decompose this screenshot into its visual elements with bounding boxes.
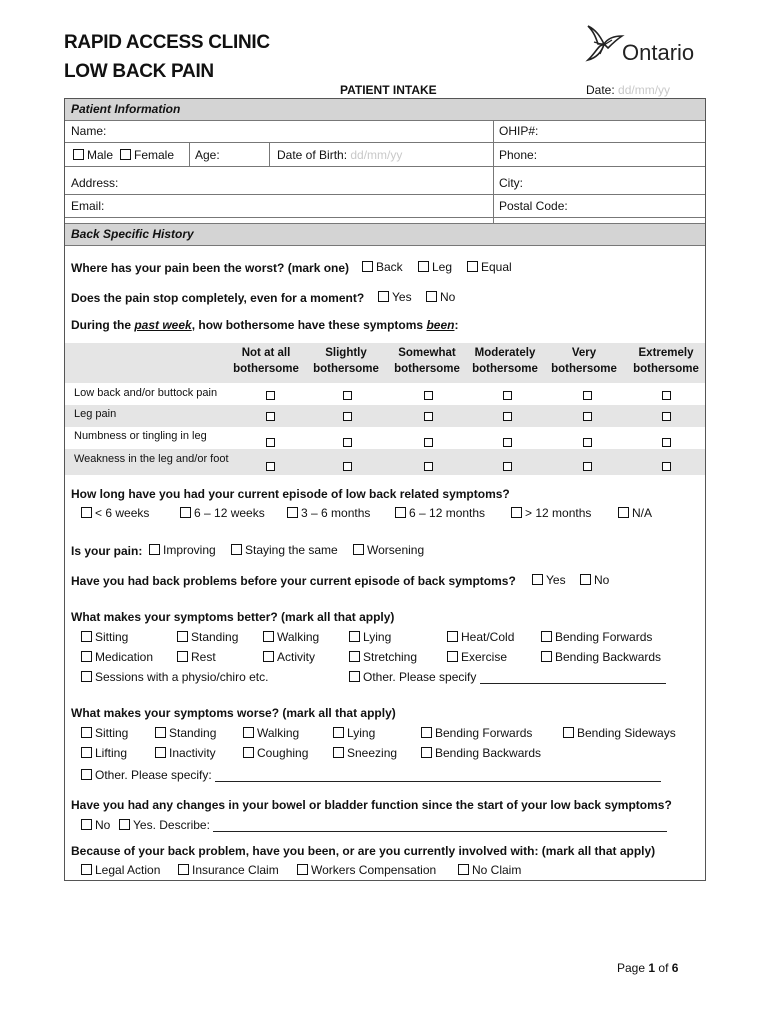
- option-duration[interactable]: 3 – 6 months: [287, 506, 370, 520]
- bothersome-checkbox[interactable]: [583, 412, 592, 421]
- option-better[interactable]: Bending Forwards: [541, 630, 652, 644]
- col-slightly: Slightly bothersome: [313, 347, 379, 375]
- option-bowel-no[interactable]: No: [81, 818, 110, 832]
- address-field[interactable]: Address:: [71, 176, 119, 190]
- grid-row-label: Leg pain: [74, 408, 117, 420]
- bothersome-checkbox[interactable]: [343, 391, 352, 400]
- grid-row-label: Numbness or tingling in leg: [74, 430, 207, 442]
- section-back-history: Back Specific History: [65, 224, 705, 245]
- bothersome-checkbox[interactable]: [503, 391, 512, 400]
- date-field[interactable]: [586, 83, 670, 97]
- question-pain-worst: Where has your pain been the worst? (mark one): [71, 261, 350, 275]
- option-better[interactable]: Sitting: [81, 630, 128, 644]
- col-moderately: Moderately bothersome: [472, 347, 538, 375]
- date-placeholder: dd/mm/yy: [618, 83, 671, 97]
- title-line-1: RAPID ACCESS CLINIC: [64, 32, 270, 53]
- grid-row-band-2: [65, 405, 705, 427]
- option-better[interactable]: Bending Backwards: [541, 650, 661, 664]
- option-worst-leg[interactable]: Leg: [418, 260, 452, 274]
- ohip-field[interactable]: OHIP#:: [499, 124, 539, 138]
- option-staying-same[interactable]: Staying the same: [231, 543, 338, 557]
- option-better[interactable]: Heat/Cold: [447, 630, 514, 644]
- option-better-other[interactable]: Other. Please specify: [349, 670, 666, 684]
- option-prior-no[interactable]: No: [580, 573, 609, 587]
- question-prior-problems: Have you had back problems before your current episode of back symptoms?: [71, 574, 516, 588]
- date-label: Date:: [586, 83, 615, 97]
- option-worse[interactable]: Inactivity: [155, 746, 216, 760]
- bothersome-checkbox[interactable]: [343, 412, 352, 421]
- option-worst-back[interactable]: Back: [362, 260, 403, 274]
- option-worse[interactable]: Sneezing: [333, 746, 397, 760]
- question-bothersome: During the past week, how bothersome have these symptoms been:: [71, 318, 459, 332]
- worse-other-line[interactable]: [215, 770, 661, 782]
- name-field[interactable]: Name:: [71, 124, 107, 138]
- option-stop-no[interactable]: No: [426, 290, 455, 304]
- bothersome-checkbox[interactable]: [424, 412, 433, 421]
- bothersome-checkbox[interactable]: [266, 391, 275, 400]
- bothersome-checkbox[interactable]: [266, 412, 275, 421]
- bothersome-checkbox[interactable]: [343, 438, 352, 447]
- option-better[interactable]: Lying: [349, 630, 391, 644]
- option-legal[interactable]: No Claim: [458, 863, 521, 877]
- bothersome-checkbox[interactable]: [662, 462, 671, 471]
- option-legal[interactable]: Workers Compensation: [297, 863, 436, 877]
- option-better[interactable]: Activity: [263, 650, 315, 664]
- email-field[interactable]: Email:: [71, 199, 105, 213]
- bothersome-checkbox[interactable]: [583, 462, 592, 471]
- option-duration[interactable]: < 6 weeks: [81, 506, 149, 520]
- option-worse[interactable]: Bending Sideways: [563, 726, 676, 740]
- question-better: What makes your symptoms better? (mark all that apply): [71, 610, 395, 624]
- col-somewhat: Somewhat bothersome: [394, 347, 460, 375]
- option-worse[interactable]: Sitting: [81, 726, 128, 740]
- ontario-logo: [582, 24, 712, 68]
- option-worse[interactable]: Standing: [155, 726, 216, 740]
- intake-form: [64, 98, 706, 881]
- bothersome-checkbox[interactable]: [503, 438, 512, 447]
- option-worsening[interactable]: Worsening: [353, 543, 424, 557]
- bothersome-checkbox[interactable]: [424, 391, 433, 400]
- option-duration[interactable]: > 12 months: [511, 506, 591, 520]
- option-better[interactable]: Walking: [263, 630, 319, 644]
- option-better[interactable]: Rest: [177, 650, 216, 664]
- col-extremely: Extremely bothersome: [633, 347, 699, 375]
- title-line-2: LOW BACK PAIN: [64, 61, 214, 82]
- bowel-describe-line[interactable]: [213, 820, 667, 832]
- option-legal[interactable]: Legal Action: [81, 863, 160, 877]
- bothersome-checkbox[interactable]: [662, 412, 671, 421]
- option-improving[interactable]: Improving: [149, 543, 216, 557]
- option-duration[interactable]: 6 – 12 weeks: [180, 506, 265, 520]
- option-worse[interactable]: Walking: [243, 726, 299, 740]
- option-worse-other[interactable]: Other. Please specify:: [81, 768, 661, 782]
- question-duration: How long have you had your current episode of low back related symptoms?: [71, 487, 510, 501]
- question-pain-stop: Does the pain stop completely, even for a moment?: [71, 291, 365, 305]
- male-checkbox[interactable]: [73, 149, 84, 160]
- option-better[interactable]: Exercise: [447, 650, 507, 664]
- option-better[interactable]: Stretching: [349, 650, 417, 664]
- question-pain-trend: Is your pain:: [71, 544, 143, 558]
- col-not-at-all: Not at all bothersome: [233, 347, 299, 375]
- grid-row-label: Weakness in the leg and/or foot: [74, 453, 229, 465]
- option-worse[interactable]: Lying: [333, 726, 375, 740]
- option-duration[interactable]: N/A: [618, 506, 652, 520]
- bothersome-checkbox[interactable]: [343, 462, 352, 471]
- age-field[interactable]: Age:: [195, 148, 220, 162]
- bothersome-checkbox[interactable]: [583, 391, 592, 400]
- option-bowel-yes[interactable]: Yes. Describe:: [119, 818, 667, 832]
- form-name: PATIENT INTAKE: [340, 83, 437, 97]
- bothersome-checkbox[interactable]: [503, 412, 512, 421]
- bothersome-checkbox[interactable]: [266, 462, 275, 471]
- option-worse[interactable]: Bending Backwards: [421, 746, 541, 760]
- question-bowel-bladder: Have you had any changes in your bowel or bladder function since the start of your low back symptoms?: [71, 798, 672, 812]
- bothersome-checkbox[interactable]: [424, 462, 433, 471]
- bothersome-checkbox[interactable]: [662, 438, 671, 447]
- bothersome-checkbox[interactable]: [266, 438, 275, 447]
- bothersome-checkbox[interactable]: [662, 391, 671, 400]
- section-patient-information: Patient Information: [65, 99, 705, 120]
- city-field[interactable]: City:: [499, 176, 523, 190]
- female-option[interactable]: Female: [120, 148, 174, 162]
- option-better[interactable]: Medication: [81, 650, 153, 664]
- male-option[interactable]: Male: [73, 148, 113, 162]
- bothersome-checkbox[interactable]: [583, 438, 592, 447]
- option-worse[interactable]: Coughing: [243, 746, 308, 760]
- question-worse: What makes your symptoms worse? (mark all that apply): [71, 706, 396, 720]
- option-legal[interactable]: Insurance Claim: [178, 863, 279, 877]
- option-worse[interactable]: Bending Forwards: [421, 726, 532, 740]
- form-title: [64, 28, 270, 86]
- option-duration[interactable]: 6 – 12 months: [395, 506, 485, 520]
- option-better[interactable]: Standing: [177, 630, 238, 644]
- option-stop-yes[interactable]: Yes: [378, 290, 412, 304]
- dob-field[interactable]: Date of Birth: dd/mm/yy: [277, 148, 403, 162]
- grid-row-label: Low back and/or buttock pain: [74, 387, 218, 399]
- phone-field[interactable]: Phone:: [499, 148, 538, 162]
- postal-code-field[interactable]: Postal Code:: [499, 199, 568, 213]
- better-other-line[interactable]: [480, 672, 666, 684]
- bothersome-checkbox[interactable]: [424, 438, 433, 447]
- female-checkbox[interactable]: [120, 149, 131, 160]
- option-worst-equal[interactable]: Equal: [467, 260, 512, 274]
- option-worse[interactable]: Lifting: [81, 746, 127, 760]
- option-prior-yes[interactable]: Yes: [532, 573, 566, 587]
- page-number: Page 1 of 6: [617, 961, 679, 975]
- option-better[interactable]: Sessions with a physio/chiro etc.: [81, 670, 268, 684]
- col-very: Very bothersome: [551, 347, 617, 375]
- question-legal: Because of your back problem, have you been, or are you currently involved with: (mark all that apply): [71, 844, 656, 858]
- trillium-icon: [582, 24, 626, 64]
- bothersome-checkbox[interactable]: [503, 462, 512, 471]
- logo-text: Ontario: [622, 40, 695, 65]
